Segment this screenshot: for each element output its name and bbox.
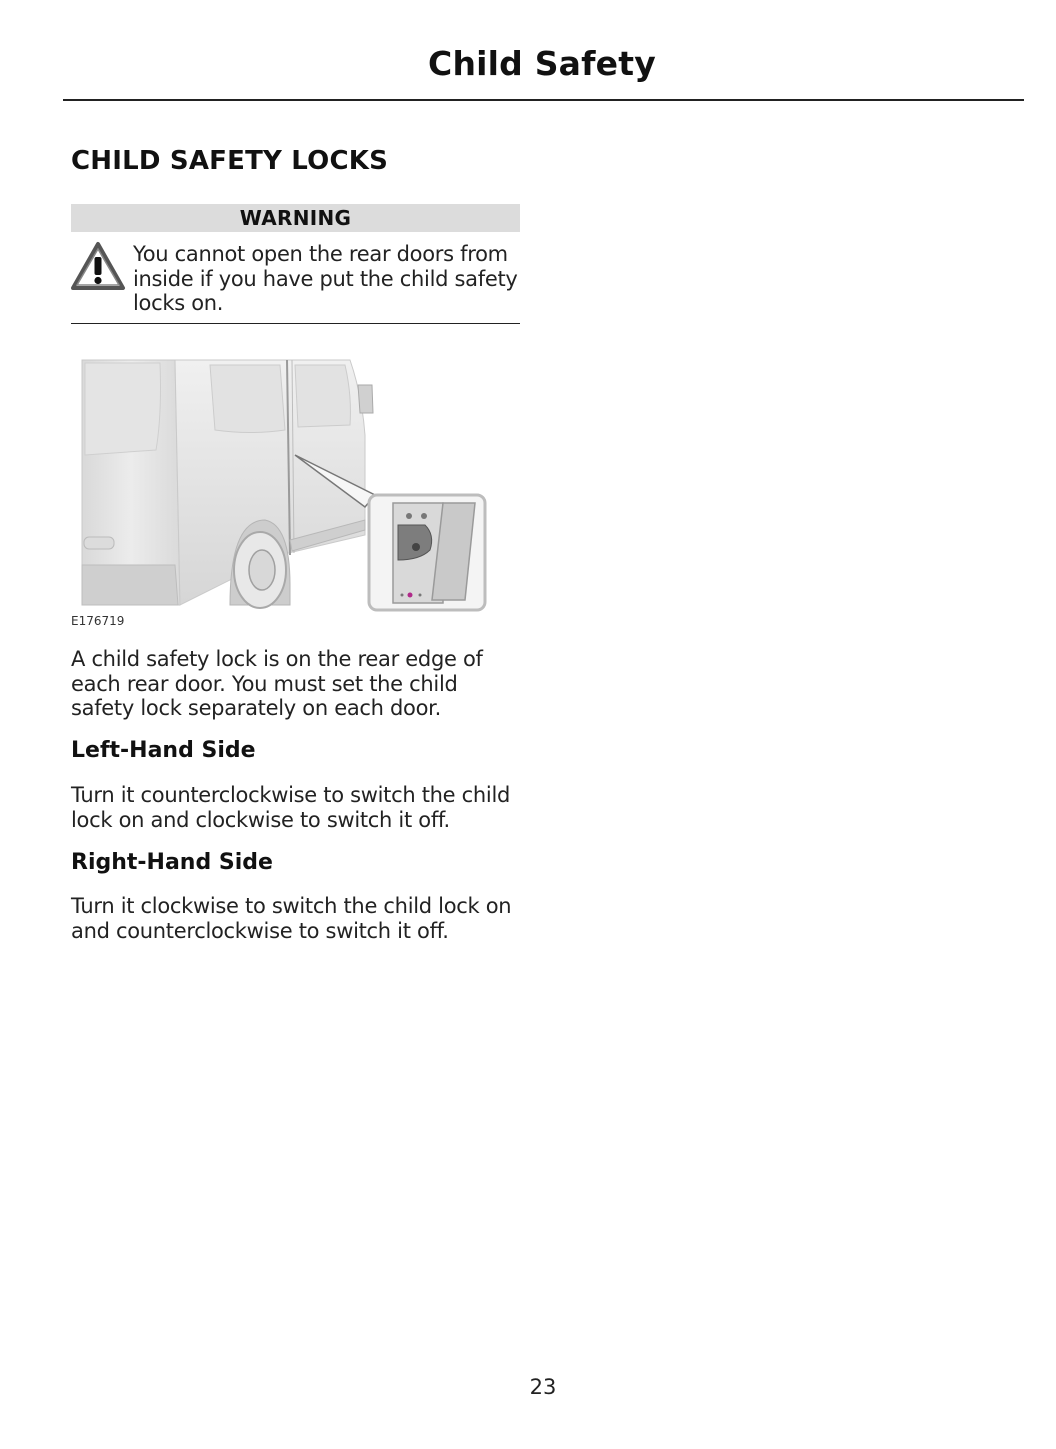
- page-title: Child Safety: [428, 44, 656, 83]
- intro-paragraph: A child safety lock is on the rear edge of each rear door. You must set the child safety lock separately on each door.: [71, 647, 483, 720]
- left-hand-side-heading: Left-Hand Side: [71, 738, 256, 763]
- page-number: 23: [529, 1375, 557, 1399]
- section-title: CHILD SAFETY LOCKS: [71, 146, 388, 176]
- warning-text: You cannot open the rear doors from inside if you have put the child safety locks on.: [133, 242, 518, 315]
- header-divider: [63, 99, 1024, 101]
- left-hand-side-text: Turn it counterclockwise to switch the child lock on and clockwise to switch it off.: [71, 783, 511, 832]
- van-door-lock-illustration: [80, 355, 490, 613]
- right-hand-side-heading: Right-Hand Side: [71, 850, 273, 875]
- right-hand-side-text: Turn it clockwise to switch the child lock on and counterclockwise to switch it off.: [71, 894, 512, 943]
- figure-code: E176719: [71, 614, 125, 628]
- warning-label: WARNING: [71, 204, 520, 232]
- warning-triangle-icon: [70, 240, 126, 292]
- warning-divider: [71, 323, 520, 324]
